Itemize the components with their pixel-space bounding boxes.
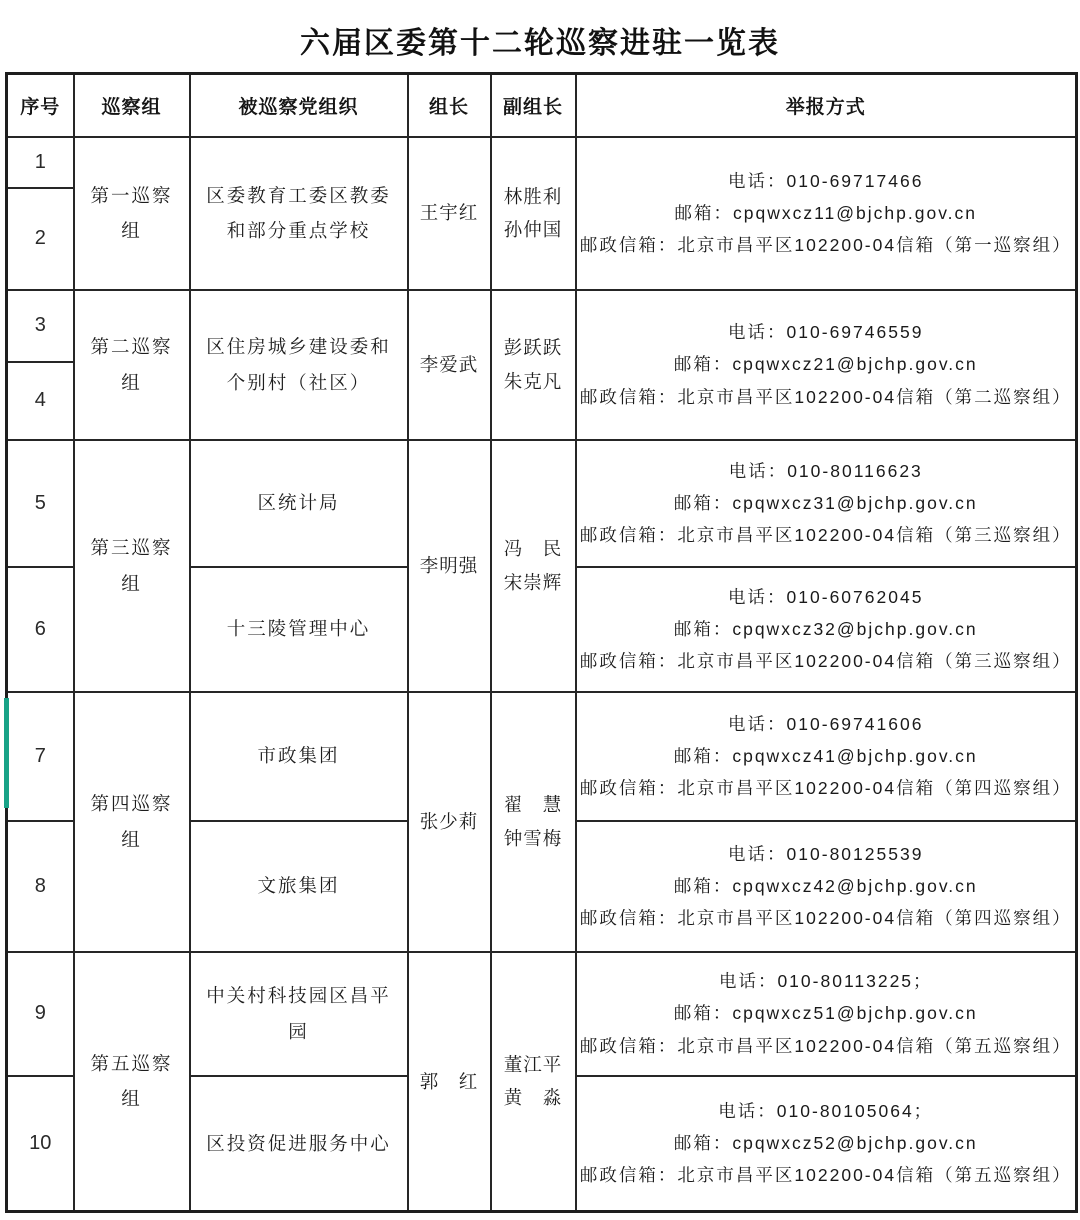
contact-email-line: 邮箱：cpqwxcz52@bjchp.gov.cn [673, 1133, 978, 1154]
contact-postal-line: 邮政信箱：北京市昌平区102200-04信箱（第三巡察组） [579, 651, 1072, 671]
header-leader: 组长 [408, 74, 491, 137]
contact-email-line: 邮箱：cpqwxcz42@bjchp.gov.cn [673, 875, 978, 896]
org-line: 文旅集团 [257, 875, 340, 897]
contact-postal-line: 邮政信箱：北京市昌平区102200-04信箱（第五巡察组） [579, 1165, 1072, 1186]
header-group: 巡察组 [74, 74, 190, 137]
org-line: 市政集团 [257, 745, 340, 767]
contact-email-line: 邮箱：cpqwxcz32@bjchp.gov.cn [673, 618, 978, 639]
contact-phone-line: 电话：010-80125539 [728, 843, 924, 864]
contact-phone-line: 电话：010-69717466 [728, 170, 924, 191]
contact-phone-line: 电话：010-69746559 [728, 322, 924, 343]
header-report-method: 举报方式 [576, 74, 1077, 137]
contact-postal-line: 邮政信箱：北京市昌平区102200-04信箱（第四巡察组） [579, 908, 1072, 928]
table-row [7, 952, 1077, 1076]
contact-email-line: 邮箱：cpqwxcz51@bjchp.gov.cn [673, 1003, 978, 1024]
group-name-cell [74, 692, 190, 952]
contact-phone-line: 电话：010-69741606 [728, 713, 924, 734]
serial-cell: 6 [7, 567, 74, 692]
deputy-line: 翟 慧 [503, 794, 563, 816]
leader-cell: 王宇红 [408, 137, 491, 290]
deputy-cell [491, 692, 576, 952]
deputy-line: 黄 淼 [503, 1087, 563, 1109]
contact-cell [576, 692, 1077, 821]
group-name-line: 组 [121, 371, 142, 393]
serial-cell: 1 [7, 137, 74, 188]
deputy-line: 彭跃跃 [503, 337, 563, 359]
contact-cell [576, 1076, 1077, 1212]
group-name-cell [74, 952, 190, 1212]
org-line: 园 [288, 1020, 309, 1042]
org-cell [190, 692, 408, 821]
deputy-line: 冯 民 [503, 538, 563, 560]
contact-email-line: 邮箱：cpqwxcz21@bjchp.gov.cn [673, 354, 978, 375]
org-cell [190, 567, 408, 692]
serial-cell: 7 [7, 692, 74, 821]
group-name-line: 第三巡察 [90, 537, 173, 559]
table-row [7, 692, 1077, 821]
deputy-line: 钟雪梅 [503, 827, 563, 849]
contact-phone-line: 电话：010-80113225； [718, 971, 933, 992]
group-name-line: 第一巡察 [90, 184, 173, 206]
org-line: 区住房城乡建设委和 [206, 336, 391, 358]
contact-postal-line: 邮政信箱：北京市昌平区102200-04信箱（第一巡察组） [579, 235, 1072, 255]
serial-cell: 3 [7, 290, 74, 362]
org-line: 区委教育工委区教委 [206, 184, 391, 206]
contact-cell [576, 567, 1077, 692]
org-cell [190, 821, 408, 952]
group-name-line: 组 [121, 1088, 142, 1110]
deputy-line: 孙仲国 [503, 219, 563, 240]
deputy-cell [491, 440, 576, 692]
group-name-line: 第五巡察 [90, 1053, 173, 1075]
contact-postal-line: 邮政信箱：北京市昌平区102200-04信箱（第四巡察组） [579, 778, 1072, 798]
contact-cell [576, 440, 1077, 567]
group-name-line: 第四巡察 [90, 793, 173, 815]
serial-cell: 8 [7, 821, 74, 952]
contact-phone-line: 电话：010-80116623 [728, 460, 923, 481]
org-cell [190, 290, 408, 440]
header-deputy: 副组长 [491, 74, 576, 137]
org-line: 区投资促进服务中心 [206, 1132, 391, 1154]
org-cell [190, 952, 408, 1076]
deputy-cell [491, 952, 576, 1212]
serial-cell: 5 [7, 440, 74, 567]
serial-cell: 2 [7, 188, 74, 290]
contact-email-line: 邮箱：cpqwxcz11@bjchp.gov.cn [674, 202, 977, 223]
deputy-line: 宋崇辉 [503, 571, 563, 593]
contact-postal-line: 邮政信箱：北京市昌平区102200-04信箱（第三巡察组） [579, 525, 1072, 545]
org-line: 个别村（社区） [226, 371, 371, 393]
deputy-line: 朱克凡 [503, 370, 563, 392]
contact-cell [576, 137, 1077, 290]
leader-cell: 郭 红 [408, 952, 491, 1212]
header-row [7, 74, 1077, 137]
deputy-cell [491, 137, 576, 290]
contact-email-line: 邮箱：cpqwxcz41@bjchp.gov.cn [673, 745, 978, 766]
header-organization: 被巡察党组织 [190, 74, 408, 137]
leader-cell: 李爱武 [408, 290, 491, 440]
org-cell [190, 137, 408, 290]
table-row [7, 137, 1077, 188]
group-name-cell [74, 290, 190, 440]
group-name-line: 组 [121, 572, 142, 594]
contact-postal-line: 邮政信箱：北京市昌平区102200-04信箱（第二巡察组） [579, 386, 1072, 407]
org-cell [190, 440, 408, 567]
org-line: 中关村科技园区昌平 [206, 985, 391, 1007]
group-name-line: 组 [121, 828, 142, 850]
left-edge-accent-stripe [4, 698, 9, 808]
org-line: 十三陵管理中心 [226, 618, 371, 640]
table-row [7, 440, 1077, 567]
org-line: 和部分重点学校 [226, 220, 371, 241]
org-cell [190, 1076, 408, 1212]
group-name-line: 组 [121, 220, 142, 241]
inspection-roster-table [5, 72, 1078, 1213]
deputy-cell [491, 290, 576, 440]
group-name-cell [74, 137, 190, 290]
group-name-line: 第二巡察 [90, 336, 173, 358]
contact-phone-line: 电话：010-80105064； [718, 1101, 934, 1122]
deputy-line: 林胜利 [503, 185, 563, 207]
header-serial: 序号 [7, 74, 74, 137]
contact-cell [576, 290, 1077, 440]
org-line: 区统计局 [257, 492, 340, 514]
table-row [7, 290, 1077, 362]
serial-cell: 10 [7, 1076, 74, 1212]
contact-cell [576, 952, 1077, 1076]
contact-email-line: 邮箱：cpqwxcz31@bjchp.gov.cn [673, 492, 978, 513]
contact-cell [576, 821, 1077, 952]
serial-cell: 9 [7, 952, 74, 1076]
contact-postal-line: 邮政信箱：北京市昌平区102200-04信箱（第五巡察组） [579, 1035, 1072, 1056]
leader-cell: 张少莉 [408, 692, 491, 952]
deputy-line: 董江平 [503, 1053, 563, 1075]
contact-phone-line: 电话：010-60762045 [728, 586, 924, 607]
group-name-cell [74, 440, 190, 692]
leader-cell: 李明强 [408, 440, 491, 692]
serial-cell: 4 [7, 362, 74, 440]
page-title: 六届区委第十二轮巡察进驻一览表 [300, 27, 780, 60]
